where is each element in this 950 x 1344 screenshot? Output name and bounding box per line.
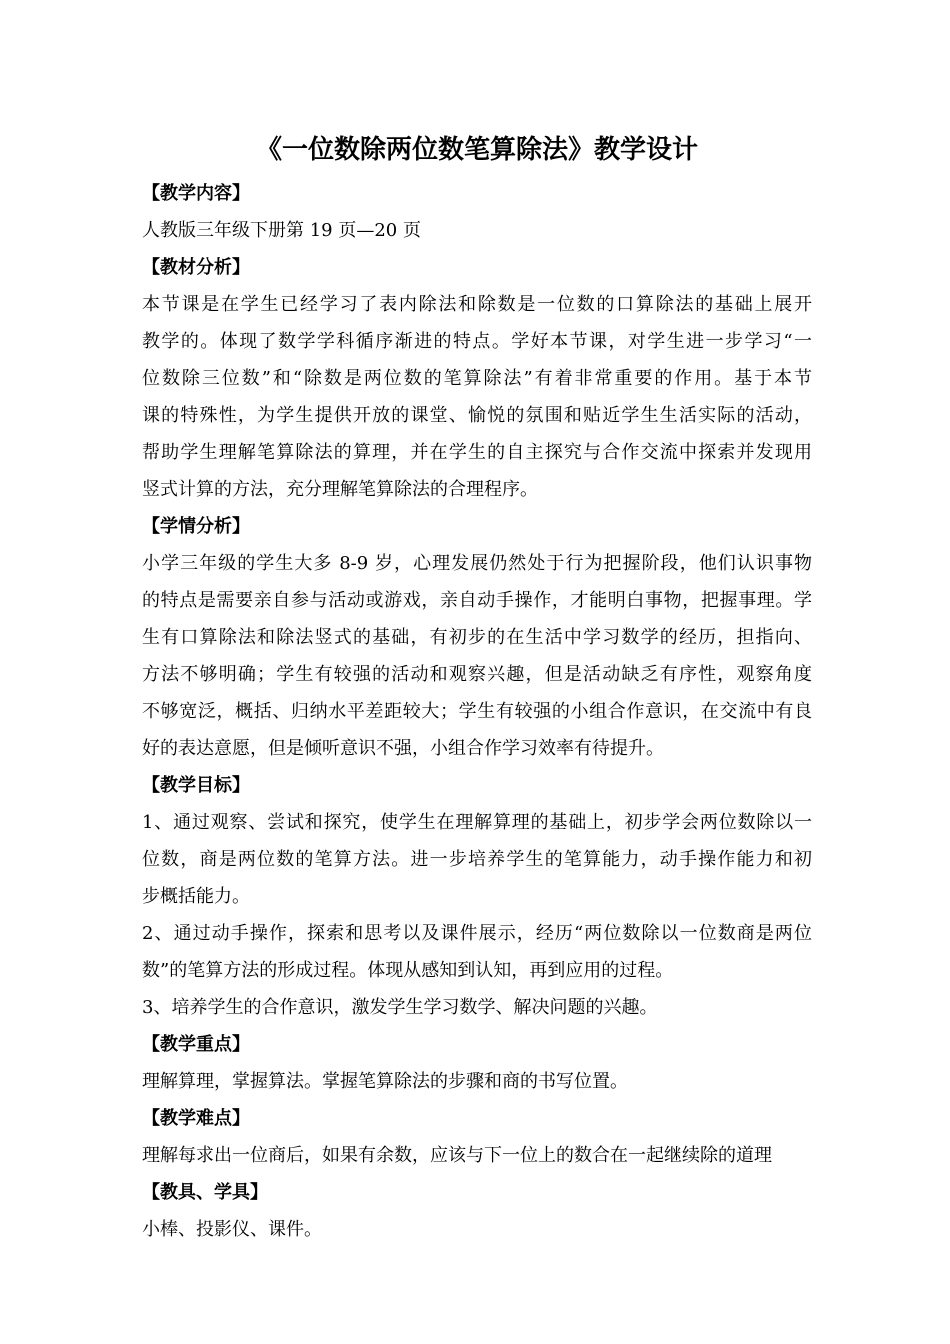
paragraph-line: 帮助学生理解笔算除法的算理，并在学生的自主探究与合作交流中探索并发现用 <box>142 442 812 463</box>
paragraph-line: 课的特殊性，为学生提供开放的课堂、愉悦的氛围和贴近学生生活实际的活动， <box>142 405 812 426</box>
section-teaching-goals <box>142 767 812 1026</box>
paragraph-line: 理解算理，掌握算法。掌握笔算除法的步骤和商的书写位置。 <box>142 1071 628 1092</box>
paragraph-line: 教学的。体现了数学学科循序渐进的特点。学好本节课，对学生进一步学习“一 <box>142 331 812 352</box>
section-material-analysis <box>142 249 812 508</box>
paragraph-line: 不够宽泛，概括、归纳水平差距较大；学生有较强的小组合作意识，在交流中有良 <box>142 701 812 722</box>
section-heading: 【教学难点】 <box>142 1108 250 1129</box>
section-teaching-difficulty <box>142 1100 812 1174</box>
paragraph-line: 人教版三年级下册第 19 页—20 页 <box>142 220 421 241</box>
section-heading: 【教学重点】 <box>142 1034 250 1055</box>
paragraph-line: 位数，商是两位数的笔算方法。进一步培养学生的笔算能力，动手操作能力和初 <box>142 849 812 870</box>
section-heading: 【学情分析】 <box>142 516 250 537</box>
paragraph-line: 竖式计算的方法，充分理解笔算除法的合理程序。 <box>142 479 538 500</box>
section-teaching-focus <box>142 1026 812 1100</box>
paragraph-line: 好的表达意愿，但是倾听意识不强，小组合作学习效率有待提升。 <box>142 738 664 759</box>
paragraph-line: 生有口算除法和除法竖式的基础，有初步的在生活中学习数学的经历，担指向、 <box>142 627 812 648</box>
paragraph-line: 小棒、投影仪、课件。 <box>142 1219 322 1240</box>
paragraph-line: 数”的笔算方法的形成过程。体现从感知到认知，再到应用的过程。 <box>142 960 674 981</box>
paragraph-line: 位数除三位数”和“除数是两位数的笔算除法”有着非常重要的作用。基于本节 <box>142 368 812 389</box>
section-student-analysis <box>142 508 812 767</box>
section-heading: 【教学内容】 <box>142 183 250 204</box>
paragraph-line: 小学三年级的学生大多 8-9 岁，心理发展仍然处于行为把握阶段，他们认识事物 <box>142 553 812 574</box>
paragraph-line: 本节课是在学生已经学习了表内除法和除数是一位数的口算除法的基础上展开 <box>142 294 812 315</box>
paragraph-line: 理解每求出一位商后，如果有余数，应该与下一位上的数合在一起继续除的道理 <box>142 1145 772 1166</box>
document-title: 《一位数除两位数笔算除法》教学设计 <box>255 135 698 165</box>
section-teaching-aids <box>142 1174 812 1248</box>
paragraph-line: 1、通过观察、尝试和探究，使学生在理解算理的基础上，初步学会两位数除以一 <box>142 812 812 833</box>
paragraph-line: 方法不够明确；学生有较强的活动和观察兴趣，但是活动缺乏有序性，观察角度 <box>142 664 812 685</box>
section-heading: 【教学目标】 <box>142 775 250 796</box>
section-heading: 【教具、学具】 <box>142 1182 268 1203</box>
paragraph-line: 3、培养学生的合作意识，激发学生学习数学、解决问题的兴趣。 <box>142 997 658 1018</box>
document-body <box>142 175 812 1248</box>
section-heading: 【教材分析】 <box>142 257 250 278</box>
paragraph-line: 2、通过动手操作，探索和思考以及课件展示，经历“两位数除以一位数商是两位 <box>142 923 812 944</box>
section-teaching-content <box>142 175 812 249</box>
document-page <box>142 128 812 1248</box>
paragraph-line: 的特点是需要亲自参与活动或游戏，亲自动手操作，才能明白事物，把握事理。学 <box>142 590 812 611</box>
paragraph-line: 步概括能力。 <box>142 886 250 907</box>
